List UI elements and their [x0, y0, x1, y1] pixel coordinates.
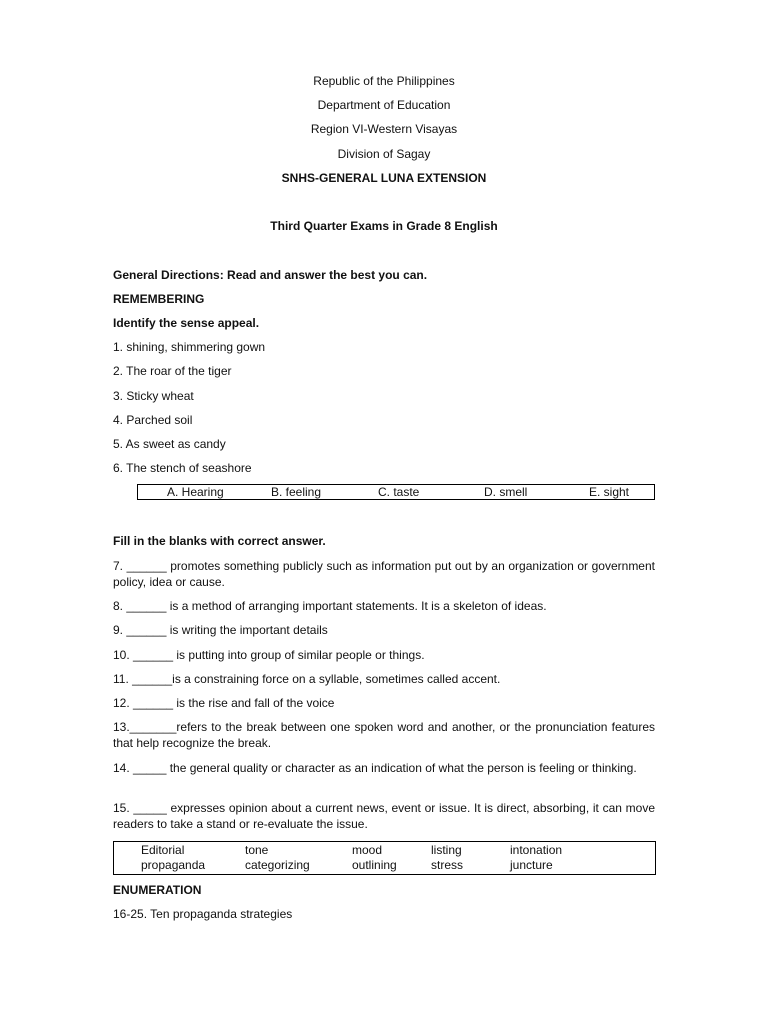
question-item: 8. ______ is a method of arranging important statements. It is a skeleton of ideas.: [113, 599, 547, 613]
header-republic: Republic of the Philippines: [313, 74, 455, 88]
header-department: Department of Education: [317, 98, 451, 112]
section-remembering-heading: REMEMBERING: [113, 292, 205, 306]
word-bank-item: intonation: [510, 843, 563, 857]
choice-item: E. sight: [589, 485, 630, 499]
word-bank-item: categorizing: [245, 858, 310, 872]
header-division: Division of Sagay: [337, 147, 431, 161]
question-item: 3. Sticky wheat: [113, 389, 194, 403]
question-item: 15. _____ expresses opinion about a current news, event or issue. It is direct, absorbing, it can move readers to take a stand or re-evaluate the issue.: [113, 801, 655, 831]
question-item: 7. ______ promotes something publicly such as information put out by an organization or government policy, idea or cause.: [113, 559, 655, 589]
question-item: 13._______refers to the break between one spoken word and another, or the pronunciation features that help recognize the break.: [113, 720, 655, 750]
choice-item: A. Hearing: [167, 485, 224, 499]
question-item: 12. ______ is the rise and fall of the voice: [113, 696, 335, 710]
word-bank-item: propaganda: [141, 858, 206, 872]
word-bank-item: stress: [431, 858, 464, 872]
general-directions: General Directions: Read and answer the best you can.: [113, 268, 428, 282]
choice-item: C. taste: [378, 485, 420, 499]
question-item: 9. ______ is writing the important details: [113, 623, 328, 637]
word-bank-item: juncture: [510, 858, 553, 872]
header-region: Region VI-Western Visayas: [310, 122, 458, 136]
section-enumeration-heading: ENUMERATION: [113, 883, 202, 897]
question-item: 16-25. Ten propaganda strategies: [113, 907, 293, 921]
question-item: 10. ______ is putting into group of similar people or things.: [113, 648, 425, 662]
section-remembering-instruction: Identify the sense appeal.: [113, 316, 260, 330]
word-bank-item: Editorial: [141, 843, 185, 857]
question-item: 5. As sweet as candy: [113, 437, 226, 451]
header-school: SNHS-GENERAL LUNA EXTENSION: [281, 171, 487, 185]
choice-item: D. smell: [484, 485, 528, 499]
exam-title: Third Quarter Exams in Grade 8 English: [270, 219, 498, 233]
question-item: 14. _____ the general quality or character as an indication of what the person is feeling or thinking.: [113, 761, 637, 775]
word-bank-item: listing: [431, 843, 462, 857]
question-item: 1. shining, shimmering gown: [113, 340, 266, 354]
question-item: 11. ______is a constraining force on a syllable, sometimes called accent.: [113, 672, 501, 686]
sense-choices-box: [137, 484, 655, 500]
choice-item: B. feeling: [271, 485, 322, 499]
section-fill-instruction: Fill in the blanks with correct answer.: [113, 534, 326, 548]
word-bank-item: outlining: [352, 858, 397, 872]
word-bank-box: [113, 841, 656, 875]
question-item: 2. The roar of the tiger: [113, 364, 232, 378]
question-item: 6. The stench of seashore: [113, 461, 252, 475]
word-bank-item: mood: [352, 843, 383, 857]
word-bank-item: tone: [245, 843, 269, 857]
question-item: 4. Parched soil: [113, 413, 193, 427]
